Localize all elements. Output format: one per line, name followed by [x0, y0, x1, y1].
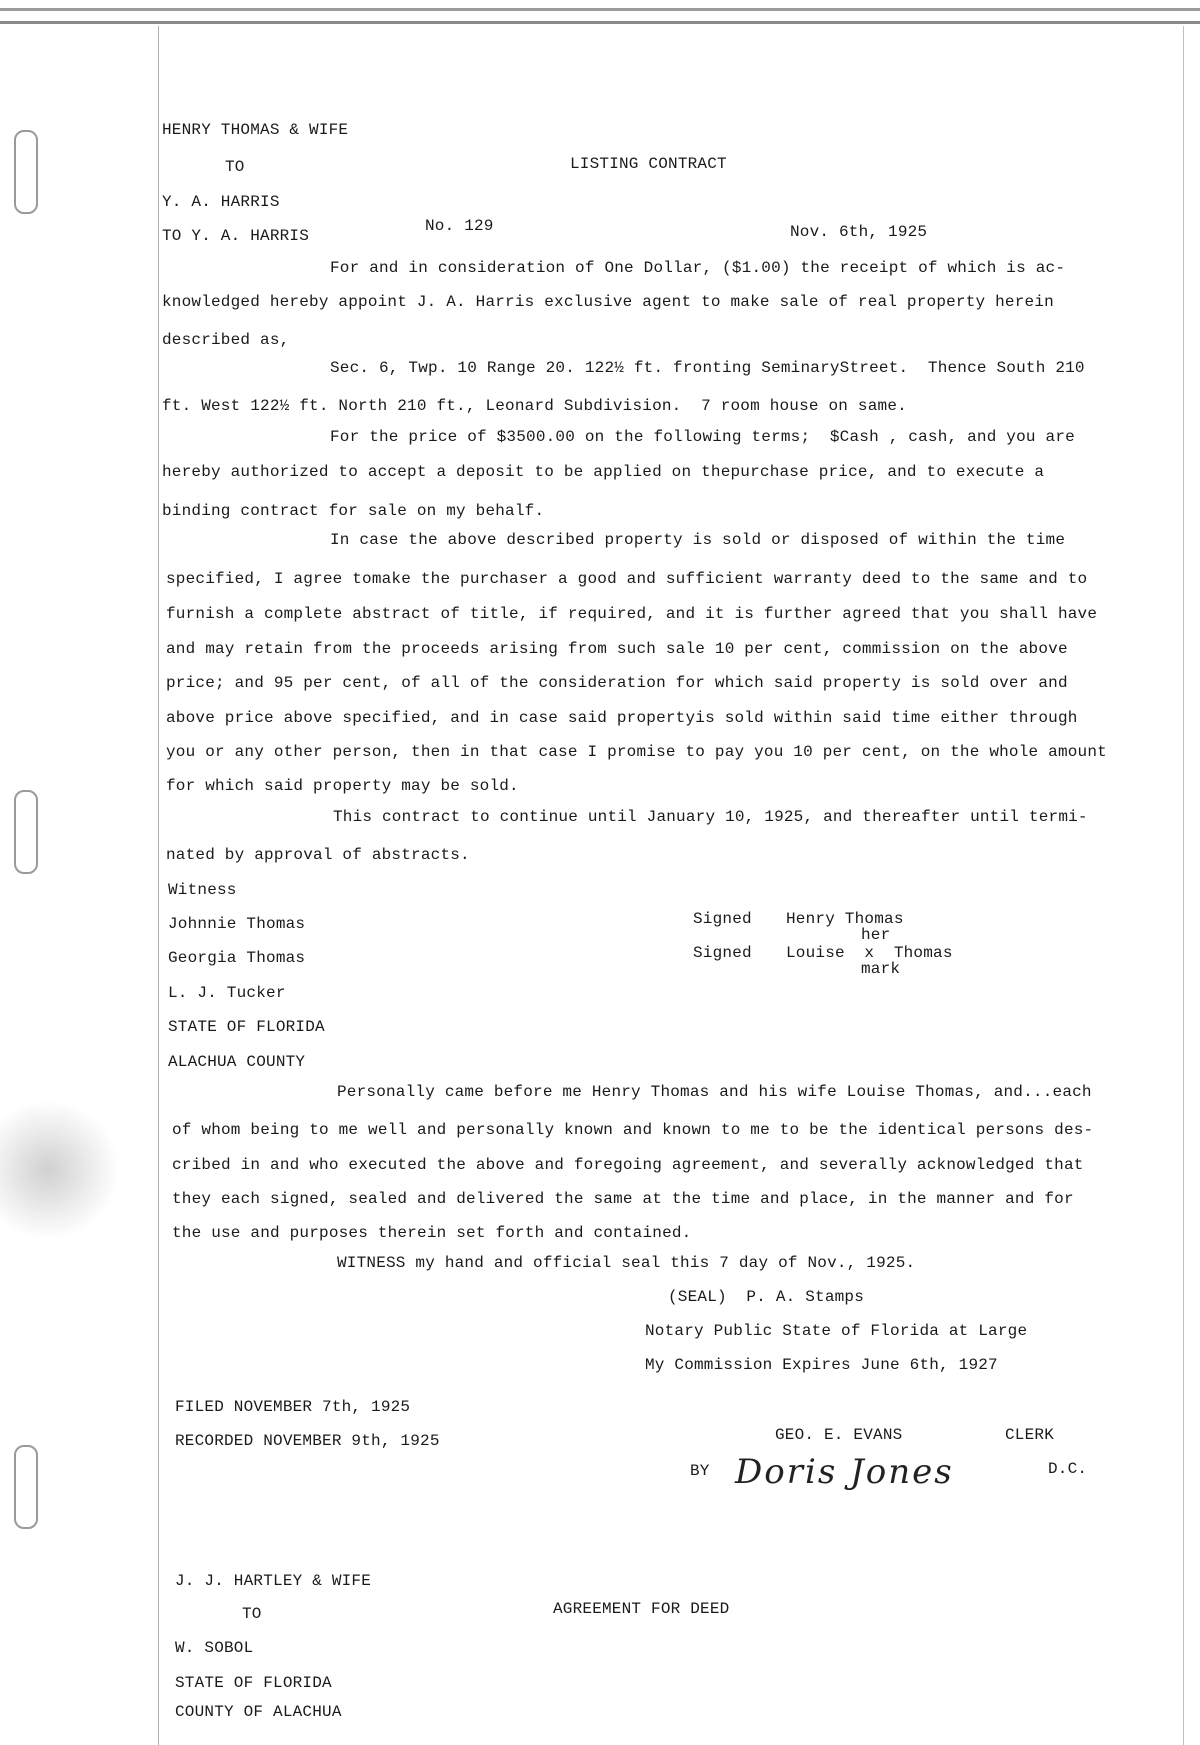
next-county: COUNTY OF ALACHUA: [175, 1703, 342, 1721]
binder-hole-icon: [14, 130, 38, 214]
venue-state: STATE OF FLORIDA: [168, 1018, 325, 1036]
ack-line: the use and purposes therein set forth and contained.: [172, 1224, 692, 1242]
clerk-name: GEO. E. EVANS: [775, 1426, 903, 1444]
binder-hole-icon: [14, 1445, 38, 1529]
top-border: [0, 21, 1200, 24]
body-line: Sec. 6, Twp. 10 Range 20. 122½ ft. fronting SeminaryStreet. Thence South 210: [330, 359, 1085, 377]
witness-name: Johnnie Thomas: [168, 915, 306, 933]
ack-line: Personally came before me Henry Thomas and his wife Louise Thomas, and...each: [337, 1083, 1092, 1101]
ack-line: cribed in and who executed the above and foregoing agreement, and severally acknowledged that: [172, 1156, 1084, 1174]
deputy-signature: Doris Jones: [735, 1452, 954, 1492]
witness-name: L. J. Tucker: [168, 984, 286, 1002]
signer-1: Henry Thomas: [786, 910, 904, 928]
by-label: BY: [690, 1462, 710, 1480]
body-line: ft. West 122½ ft. North 210 ft., Leonard Subdivision. 7 room house on same.: [162, 397, 907, 415]
document-date: Nov. 6th, 1925: [790, 223, 928, 241]
next-grantee: W. SOBOL: [175, 1639, 254, 1657]
mark-label: mark: [861, 960, 901, 978]
body-line: and may retain from the proceeds arising from such sale 10 per cent, commission on the above: [166, 640, 1068, 658]
witness-label: Witness: [168, 881, 237, 899]
next-document-title: AGREEMENT FOR DEED: [553, 1600, 730, 1618]
body-line: In case the above described property is sold or disposed of within the time: [330, 531, 1066, 549]
body-line: nated by approval of abstracts.: [166, 846, 470, 864]
next-grantor: J. J. HARTLEY & WIFE: [175, 1572, 372, 1590]
document-title: LISTING CONTRACT: [570, 155, 727, 173]
to-label: TO: [225, 158, 245, 176]
grantor: HENRY THOMAS & WIFE: [162, 121, 349, 139]
her-label: her: [861, 926, 891, 944]
document-number: No. 129: [425, 217, 494, 235]
next-to: TO: [242, 1605, 262, 1623]
ack-line: they each signed, sealed and delivered the same at the time and place, in the manner and for: [172, 1190, 1074, 1208]
body-line: binding contract for sale on my behalf.: [162, 502, 545, 520]
witness-name: Georgia Thomas: [168, 949, 306, 967]
ack-line: WITNESS my hand and official seal this 7 day of Nov., 1925.: [337, 1254, 916, 1272]
recorded-date: RECORDED NOVEMBER 9th, 1925: [175, 1432, 440, 1450]
notary-commission: My Commission Expires June 6th, 1927: [645, 1356, 998, 1374]
body-line: furnish a complete abstract of title, if required, and it is further agreed that you shall have: [166, 605, 1098, 623]
body-line: For and in consideration of One Dollar, ($1.00) the receipt of which is ac-: [330, 259, 1066, 277]
signed-label: Signed: [693, 910, 752, 928]
body-line: For the price of $3500.00 on the following terms; $Cash , cash, and you are: [330, 428, 1075, 446]
notary-title: Notary Public State of Florida at Large: [645, 1322, 1028, 1340]
notary-seal: (SEAL) P. A. Stamps: [668, 1288, 865, 1306]
body-line: described as,: [162, 331, 290, 349]
to-grantee: TO Y. A. HARRIS: [162, 227, 310, 245]
grantee: Y. A. HARRIS: [162, 193, 280, 211]
top-border: [0, 8, 1200, 11]
body-line: you or any other person, then in that case I promise to pay you 10 per cent, on the whole amount: [166, 743, 1107, 761]
binder-hole-icon: [14, 790, 38, 874]
signed-label: Signed: [693, 944, 752, 962]
body-line: for which said property may be sold.: [166, 777, 519, 795]
body-line: hereby authorized to accept a deposit to be applied on thepurchase price, and to execute a: [162, 463, 1045, 481]
scan-smudge: [0, 1100, 120, 1240]
body-line: specified, I agree tomake the purchaser a good and sufficient warranty deed to the same and to: [166, 570, 1088, 588]
body-line: This contract to continue until January 10, 1925, and thereafter until termi-: [333, 808, 1088, 826]
venue-county: ALACHUA COUNTY: [168, 1053, 306, 1071]
body-line: knowledged hereby appoint J. A. Harris exclusive agent to make sale of real property herein: [162, 293, 1054, 311]
clerk-title: CLERK: [1005, 1426, 1055, 1444]
left-margin-rule: [158, 26, 159, 1745]
next-state: STATE OF FLORIDA: [175, 1674, 332, 1692]
filed-date: FILED NOVEMBER 7th, 1925: [175, 1398, 411, 1416]
ack-line: of whom being to me well and personally known and known to me to be the identical persons des-: [172, 1121, 1094, 1139]
signer-2: Louise x Thomas: [786, 944, 953, 962]
body-line: above price above specified, and in case said propertyis sold within said time either through: [166, 709, 1078, 727]
deputy-title: D.C.: [1048, 1460, 1088, 1478]
body-line: price; and 95 per cent, of all of the consideration for which said property is sold over and: [166, 674, 1068, 692]
right-margin-rule: [1183, 26, 1184, 1745]
